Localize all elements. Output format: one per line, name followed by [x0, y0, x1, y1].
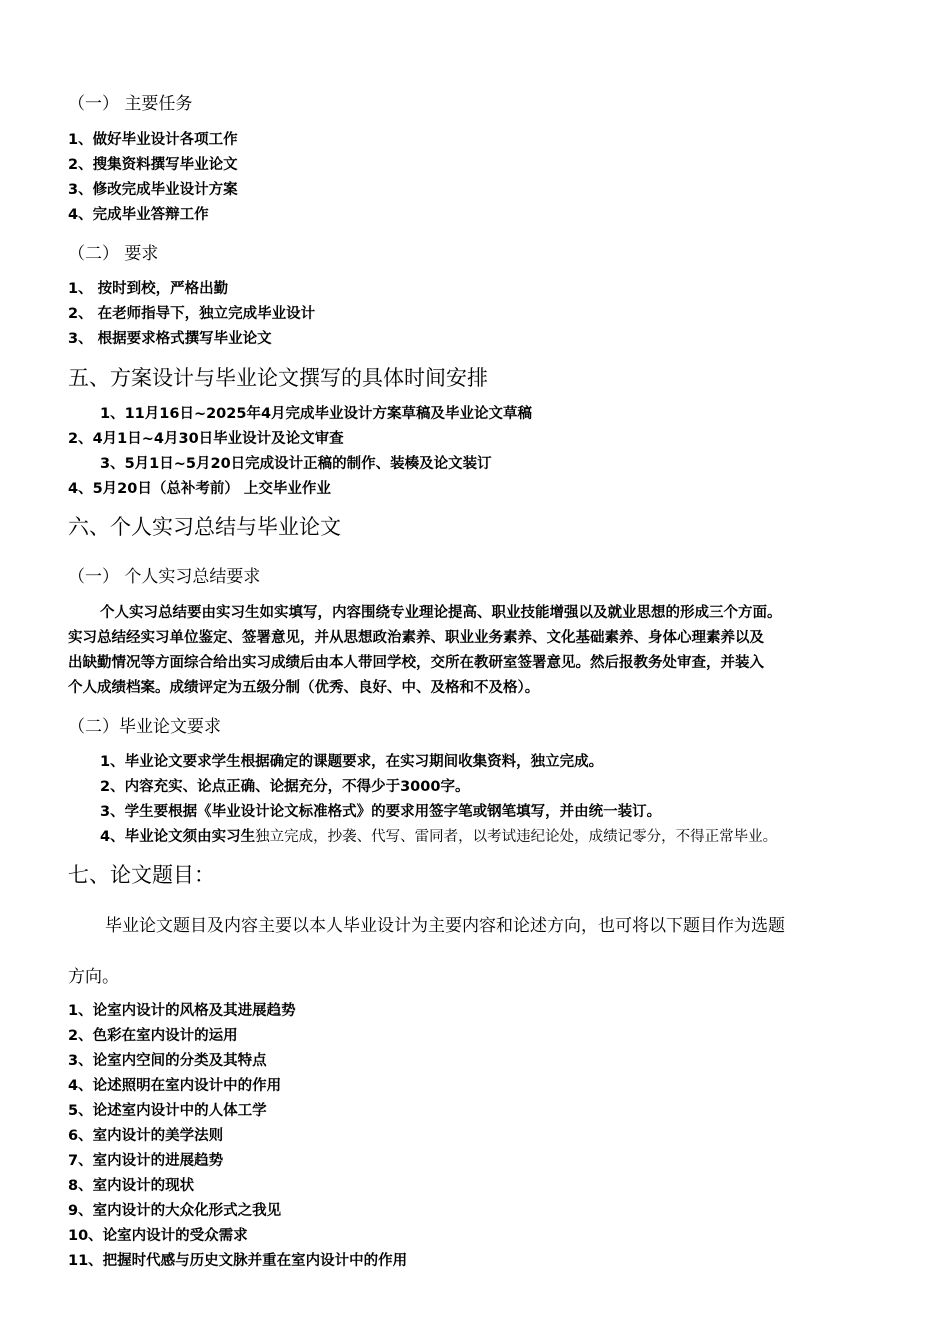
topic-item: 5、论述室内设计中的人体工学 — [68, 1103, 267, 1119]
requirement-item: 3、 根据要求格式撰写毕业论文 — [68, 331, 272, 347]
requirement-item: 2、 在老师指导下，独立完成毕业设计 — [68, 306, 316, 322]
thesis-requirement-item — [100, 825, 777, 846]
topic-item: 4、论述照明在室内设计中的作用 — [68, 1078, 282, 1094]
paragraph-line: 个人成绩档案。成绩评定为五级分制（优秀、良好、中、及格和不及格）。 — [68, 680, 540, 696]
requirement-item: 1、 按时到校，严格出勤 — [68, 281, 229, 297]
schedule-item: 2、4月1日~4月30日毕业设计及论文审查 — [68, 431, 344, 447]
thesis-requirement-item: 3、学生要根据《毕业设计论文标准格式》的要求用签字笔或钢笔填写，并由统一装订。 — [100, 804, 662, 820]
topic-item: 7、室内设计的进展趋势 — [68, 1153, 224, 1169]
schedule-item: 4、5月20日（总补考前） 上交毕业作业 — [68, 481, 331, 497]
schedule-item: 1、11月16日~2025年4月完成毕业设计方案草稿及毕业论文草稿 — [100, 406, 533, 422]
subheading-internship-summary: （一） 个人实习总结要求 — [68, 567, 261, 587]
task-item: 3、修改完成毕业设计方案 — [68, 182, 238, 198]
paragraph-line: 个人实习总结要由实习生如实填写，内容围绕专业理论提高、职业技能增强以及就业思想的形成三个方面。 — [100, 605, 782, 621]
subheading-thesis-requirements: （二）毕业论文要求 — [68, 717, 221, 737]
paragraph-line: 出缺勤情况等方面综合给出实习成绩后由本人带回学校，交所在教研室签署意见。然后报教务处审查，并装入 — [68, 655, 764, 671]
subheading-requirements: （二） 要求 — [68, 244, 159, 264]
topics-intro-line: 毕业论文题目及内容主要以本人毕业设计为主要内容和论述方向，也可将以下题目作为选题 — [105, 916, 785, 936]
topic-item: 8、室内设计的现状 — [68, 1178, 195, 1194]
task-item: 2、搜集资料撰写毕业论文 — [68, 157, 238, 173]
subheading-main-tasks: （一） 主要任务 — [68, 94, 193, 114]
topic-item: 3、论室内空间的分类及其特点 — [68, 1053, 267, 1069]
topic-item: 1、论室内设计的风格及其进展趋势 — [68, 1003, 296, 1019]
task-item: 1、做好毕业设计各项工作 — [68, 132, 238, 148]
topics-intro-line: 方向。 — [68, 967, 119, 987]
thesis-requirement-item: 2、内容充实、论点正确、论据充分，不得少于3000字。 — [100, 779, 470, 795]
topic-item: 11、把握时代感与历史文脉并重在室内设计中的作用 — [68, 1253, 408, 1269]
schedule-item: 3、5月1日~5月20日完成设计正稿的制作、装楱及论文装订 — [100, 456, 492, 472]
topic-item: 10、论室内设计的受众需求 — [68, 1228, 248, 1244]
section-heading-internship: 六、个人实习总结与毕业论文 — [68, 515, 341, 539]
thesis-requirement-item: 1、毕业论文要求学生根据确定的课题要求，在实习期间收集资料，独立完成。 — [100, 754, 604, 770]
topic-item: 9、室内设计的大众化形式之我见 — [68, 1203, 282, 1219]
topic-item: 6、室内设计的美学法则 — [68, 1128, 224, 1144]
requirement-normal-part: 独立完成，抄袭、代写、雷同者，以考试违纪论处，成绩记零分，不得正常毕业。 — [255, 829, 778, 845]
section-heading-thesis-topics: 七、论文题目： — [68, 863, 215, 887]
topic-item: 2、色彩在室内设计的运用 — [68, 1028, 238, 1044]
paragraph-line: 实习总结经实习单位鉴定、签署意见，并从思想政治素养、职业业务素养、文化基础素养、身体心理素养以及 — [68, 630, 764, 646]
task-item: 4、完成毕业答辩工作 — [68, 207, 209, 223]
section-heading-schedule: 五、方案设计与毕业论文撰写的具体时间安排 — [68, 366, 488, 390]
requirement-bold-part: 4、毕业论文须由实习生 — [100, 829, 256, 845]
